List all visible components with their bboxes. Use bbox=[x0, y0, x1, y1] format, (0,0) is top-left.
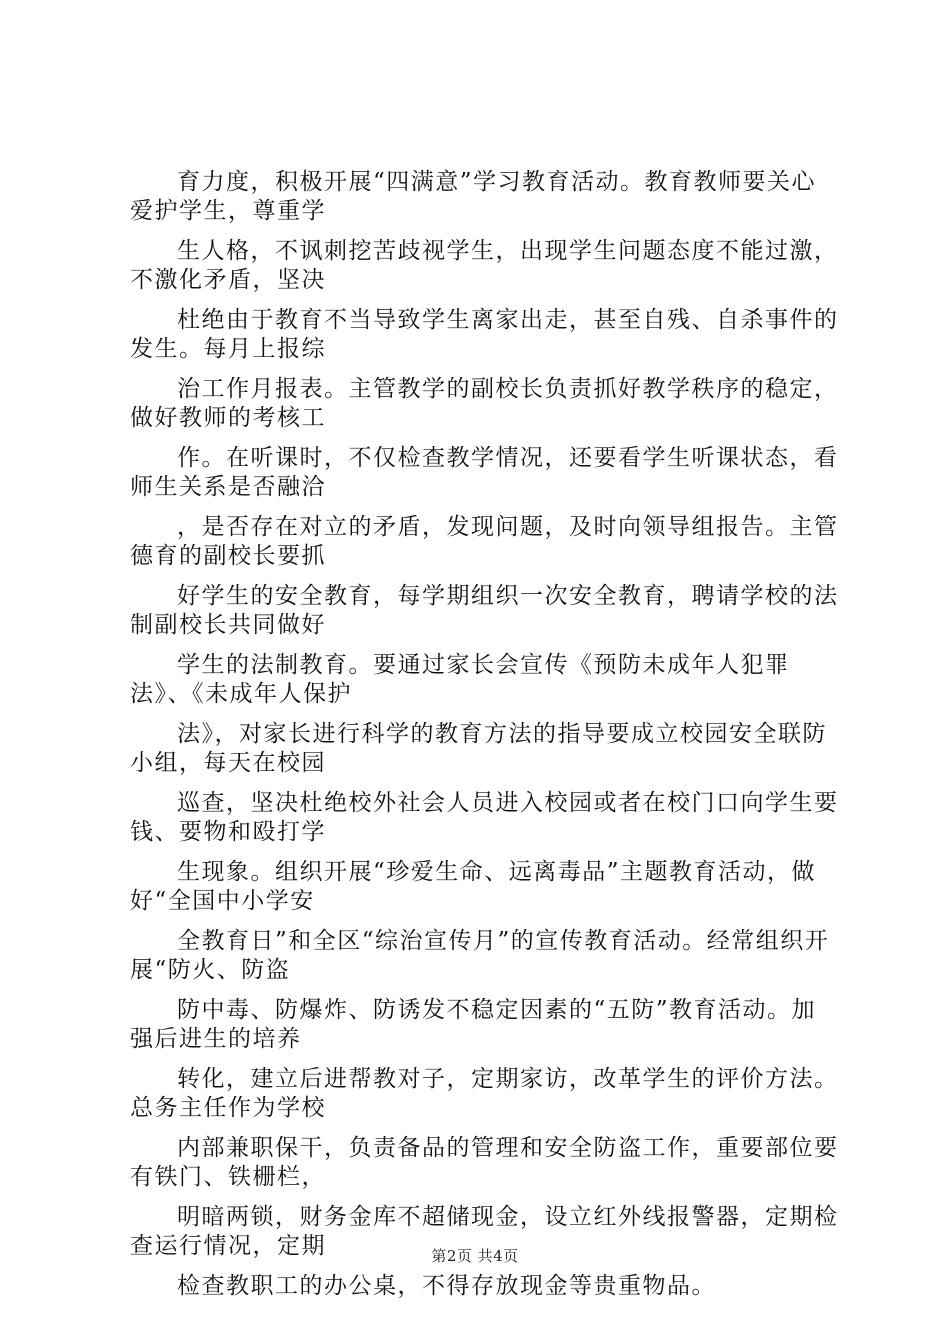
paragraph: 杜绝由于教育不当导致学生离家出走，甚至自残、自杀事件的发生。每月上报综 bbox=[130, 307, 839, 362]
paragraph: 作。在听课时，不仅检查教学情况，还要看学生听课状态，看师生关系是否融洽 bbox=[130, 445, 839, 500]
paragraph: 全教育日”和全区“综治宣传月”的宣传教育活动。经常组织开展“防火、防盗 bbox=[130, 928, 830, 983]
paragraph: 转化，建立后进帮教对子，定期家访，改革学生的评价方法。总务主任作为学校 bbox=[130, 1066, 839, 1121]
paragraph: 法》，对家长进行科学的教育方法的指导要成立校园安全联防小组，每天在校园 bbox=[130, 721, 827, 776]
page-number-footer: 第2页 共4页 bbox=[431, 1247, 519, 1265]
body-text bbox=[130, 168, 840, 1312]
paragraph: 巡查，坚决杜绝校外社会人员进入校园或者在校门口向学生要钱、要物和殴打学 bbox=[130, 790, 839, 845]
paragraph: 学生的法制教育。要通过家长会宣传《预防未成年人犯罪法》、《未成年人保护 bbox=[130, 652, 790, 707]
paragraph: 生人格，不讽刺挖苦歧视学生，出现学生问题态度不能过激，不激化矛盾，坚决 bbox=[130, 238, 839, 293]
paragraph: 育力度，积极开展“四满意”学习教育活动。教育教师要关心爱护学生，尊重学 bbox=[130, 169, 817, 224]
paragraph: ，是否存在对立的矛盾，发现问题，及时向领导组报告。主管德育的副校长要抓 bbox=[130, 514, 839, 569]
paragraph: 生现象。组织开展“珍爱生命、远离毒品”主题教育活动，做好“全国中小学安 bbox=[130, 859, 817, 914]
paragraph: 明暗两锁，财务金库不超储现金，设立红外线报警器，定期检查运行情况，定期 bbox=[130, 1204, 839, 1259]
paragraph: 治工作月报表。主管教学的副校长负责抓好教学秩序的稳定，做好教师的考核工 bbox=[130, 376, 839, 431]
paragraph: 好学生的安全教育，每学期组织一次安全教育，聘请学校的法制副校长共同做好 bbox=[130, 583, 839, 638]
paragraph: 检查教职工的办公桌，不得存放现金等贵重物品。 bbox=[177, 1273, 716, 1299]
paragraph: 防中毒、防爆炸、防诱发不稳定因素的“五防”教育活动。加强后进生的培养 bbox=[130, 997, 817, 1052]
paragraph: 内部兼职保干，负责备品的管理和安全防盗工作，重要部位要有铁门、铁栅栏， bbox=[130, 1135, 839, 1190]
